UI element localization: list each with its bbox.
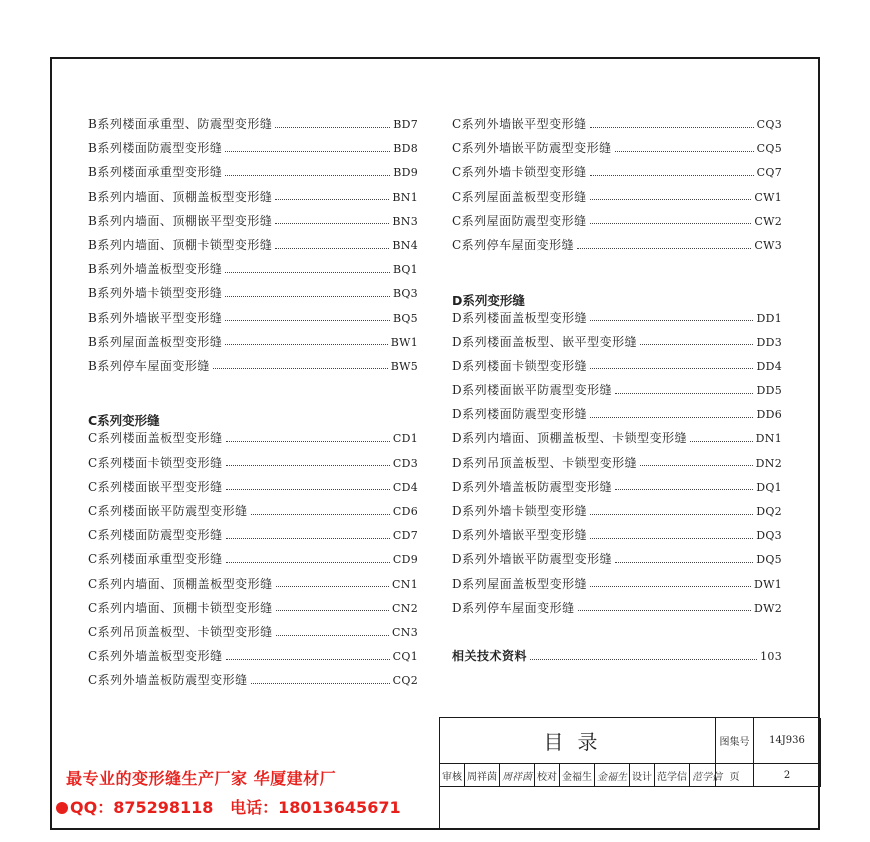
toc-entry-code: DD6 bbox=[756, 408, 782, 422]
toc-entry bbox=[88, 260, 418, 284]
dot-leader bbox=[577, 248, 751, 249]
toc-entry bbox=[88, 671, 418, 695]
toc-entry-name: D系列楼面卡锁型变形缝 bbox=[452, 358, 588, 373]
dot-leader bbox=[226, 562, 390, 563]
dot-leader bbox=[275, 199, 389, 200]
toc-entry-name: D系列屋面盖板型变形缝 bbox=[452, 576, 588, 591]
dot-leader bbox=[615, 393, 753, 394]
toc-entry-name: B系列楼面承重型变形缝 bbox=[88, 165, 223, 180]
toc-entry-code: CQ5 bbox=[756, 142, 782, 156]
toc-entry-code: DD5 bbox=[756, 384, 782, 398]
dot-leader bbox=[276, 586, 389, 587]
toc-entry-code: CQ7 bbox=[756, 166, 782, 180]
toc-entry bbox=[88, 429, 418, 453]
toc-entry bbox=[88, 502, 418, 526]
toc-entry bbox=[88, 454, 418, 478]
toc-entry bbox=[452, 163, 782, 187]
checker-signature: 金福生 bbox=[595, 764, 630, 786]
title-block bbox=[439, 717, 820, 830]
toc-entry-name: B系列屋面盖板型变形缝 bbox=[88, 334, 223, 349]
toc-entry-name: B系列内墙面、顶棚卡锁型变形缝 bbox=[88, 237, 273, 252]
dot-leader bbox=[590, 586, 751, 587]
title-block-title: 目录 bbox=[440, 718, 716, 764]
toc-entry-name: D系列吊顶盖板型、卡锁型变形缝 bbox=[452, 455, 638, 470]
toc-entry bbox=[88, 163, 418, 187]
dot-leader bbox=[590, 538, 753, 539]
dot-leader bbox=[615, 489, 753, 490]
reviewer-name: 周祥茵 bbox=[465, 764, 500, 786]
dot-leader bbox=[615, 562, 753, 563]
toc-entry bbox=[88, 647, 418, 671]
qq-icon bbox=[56, 802, 68, 814]
dot-leader bbox=[615, 151, 754, 152]
toc-entry bbox=[452, 381, 782, 405]
toc-entry-code: CD6 bbox=[392, 505, 418, 518]
dot-leader bbox=[225, 151, 390, 152]
toc-entry-name: C系列楼面盖板型变形缝 bbox=[88, 431, 223, 446]
toc-entry bbox=[452, 454, 782, 478]
toc-entry-code: DN1 bbox=[755, 432, 782, 446]
toc-entry-code: BW1 bbox=[390, 335, 418, 349]
toc-entry-code: BN3 bbox=[392, 214, 418, 228]
toc-entry-name: B系列内墙面、顶棚嵌平型变形缝 bbox=[88, 213, 273, 228]
toc-entry bbox=[88, 623, 418, 647]
toc-entry-code: CN2 bbox=[392, 601, 418, 615]
toc-left-column bbox=[88, 115, 418, 696]
toc-entry bbox=[452, 333, 782, 357]
toc-entry-name: B系列外墙盖板型变形缝 bbox=[88, 262, 223, 277]
toc-entry-code: DN2 bbox=[755, 456, 782, 470]
designer-signature: 范学信 bbox=[692, 771, 722, 783]
toc-entry-name: C系列内墙面、顶棚盖板型变形缝 bbox=[88, 576, 273, 591]
toc-entry bbox=[88, 550, 418, 574]
toc-entry-code: BW5 bbox=[390, 359, 418, 373]
toc-entry-code: BQ3 bbox=[392, 287, 418, 301]
section-heading: D系列变形缝 bbox=[452, 292, 525, 308]
dot-leader bbox=[225, 175, 390, 176]
dot-leader bbox=[226, 489, 390, 490]
toc-entry-name: C系列吊顶盖板型、卡锁型变形缝 bbox=[88, 624, 273, 639]
toc-entry-code: CD4 bbox=[392, 480, 418, 494]
toc-entry bbox=[452, 599, 782, 623]
toc-entry-code: CD9 bbox=[392, 553, 418, 567]
toc-entry-name: C系列内墙面、顶棚卡锁型变形缝 bbox=[88, 600, 273, 615]
toc-entry-name: C系列外墙盖板型变形缝 bbox=[88, 649, 223, 664]
toc-entry bbox=[452, 429, 782, 453]
toc-entry-name: D系列楼面盖板型、嵌平型变形缝 bbox=[452, 334, 638, 349]
toc-entry bbox=[452, 357, 782, 381]
promo-qq: QQ：875298118 bbox=[70, 798, 214, 817]
toc-entry-name: D系列楼面防震型变形缝 bbox=[452, 407, 588, 422]
toc-entry-name: B系列停车屋面变形缝 bbox=[88, 358, 210, 373]
dot-leader bbox=[578, 610, 751, 611]
dot-leader bbox=[226, 465, 390, 466]
dot-leader bbox=[590, 417, 753, 418]
toc-entry bbox=[88, 236, 418, 260]
toc-entry-name: C系列外墙盖板防震型变形缝 bbox=[88, 673, 248, 688]
dot-leader bbox=[226, 659, 390, 660]
toc-entry bbox=[88, 333, 418, 357]
toc-entry-code: BN4 bbox=[392, 238, 418, 252]
dot-leader bbox=[590, 368, 753, 369]
toc-entry bbox=[88, 478, 418, 502]
toc-entry-code: CD7 bbox=[392, 529, 418, 543]
dot-leader bbox=[213, 368, 388, 369]
atlas-label: 图集号 bbox=[716, 718, 754, 764]
toc-entry bbox=[452, 405, 782, 429]
toc-entry-code: 103 bbox=[760, 650, 782, 664]
dot-leader bbox=[251, 683, 390, 684]
toc-entry bbox=[452, 502, 782, 526]
page-label: 页 bbox=[716, 764, 754, 787]
dot-leader bbox=[225, 320, 390, 321]
toc-right-column bbox=[452, 115, 782, 671]
toc-entry-name: C系列楼面嵌平型变形缝 bbox=[88, 479, 223, 494]
review-label: 审核 bbox=[440, 764, 465, 786]
toc-entry-code: BQ5 bbox=[392, 311, 418, 325]
toc-entry bbox=[88, 188, 418, 212]
promo-phone: 电话：18013645671 bbox=[230, 798, 401, 817]
toc-entry-code: CN1 bbox=[392, 577, 418, 591]
toc-entry-code: BD9 bbox=[393, 166, 418, 180]
toc-entry-code: DD3 bbox=[756, 335, 782, 349]
toc-entry-code: DQ3 bbox=[756, 529, 782, 543]
checker-name: 金福生 bbox=[560, 764, 595, 786]
dot-leader bbox=[275, 127, 390, 128]
toc-entry bbox=[452, 647, 782, 671]
dot-leader bbox=[690, 441, 753, 442]
toc-entry-name: B系列外墙嵌平型变形缝 bbox=[88, 310, 223, 325]
toc-entry-code: DW2 bbox=[753, 601, 782, 615]
dot-leader bbox=[276, 610, 389, 611]
toc-entry-name: C系列外墙卡锁型变形缝 bbox=[452, 165, 587, 180]
page-number: 2 bbox=[754, 764, 821, 787]
dot-leader bbox=[590, 127, 754, 128]
toc-entry bbox=[88, 284, 418, 308]
toc-entry-name: D系列内墙面、顶棚盖板型、卡锁型变形缝 bbox=[452, 431, 688, 446]
dot-leader bbox=[530, 659, 757, 660]
toc-entry-name: C系列屋面防震型变形缝 bbox=[452, 213, 587, 228]
toc-entry-name: D系列外墙嵌平防震型变形缝 bbox=[452, 552, 613, 567]
dot-leader bbox=[590, 175, 754, 176]
dot-leader bbox=[590, 223, 752, 224]
dot-leader bbox=[640, 465, 753, 466]
toc-entry-name: B系列内墙面、顶棚盖板型变形缝 bbox=[88, 189, 273, 204]
toc-entry bbox=[452, 526, 782, 550]
toc-entry-name: D系列楼面嵌平防震型变形缝 bbox=[452, 383, 613, 398]
dot-leader bbox=[590, 199, 752, 200]
dot-leader bbox=[226, 441, 390, 442]
toc-entry-code: CQ1 bbox=[392, 650, 418, 664]
dot-leader bbox=[275, 248, 389, 249]
toc-entry bbox=[88, 357, 418, 381]
toc-entry bbox=[452, 236, 782, 260]
toc-entry-code: BD8 bbox=[393, 142, 418, 156]
toc-entry bbox=[88, 575, 418, 599]
toc-entry-name: C系列楼面防震型变形缝 bbox=[88, 528, 223, 543]
toc-entry-name: B系列楼面承重型、防震型变形缝 bbox=[88, 117, 273, 131]
toc-entry bbox=[452, 212, 782, 236]
dot-leader bbox=[225, 272, 390, 273]
dot-leader bbox=[276, 635, 389, 636]
toc-entry bbox=[88, 212, 418, 236]
dot-leader bbox=[640, 344, 753, 345]
promo-contact-line bbox=[56, 795, 401, 818]
toc-entry bbox=[452, 139, 782, 163]
toc-entry-code: CQ2 bbox=[392, 674, 418, 688]
toc-entry bbox=[88, 309, 418, 333]
toc-entry-code: CD1 bbox=[392, 432, 418, 446]
toc-entry-code: BD7 bbox=[393, 118, 418, 131]
toc-entry bbox=[88, 139, 418, 163]
toc-entry-code: CN3 bbox=[392, 625, 418, 639]
toc-entry-code: CD3 bbox=[392, 456, 418, 470]
toc-entry bbox=[452, 550, 782, 574]
toc-entry-name: D系列外墙嵌平型变形缝 bbox=[452, 528, 588, 543]
signature-row bbox=[440, 764, 722, 787]
toc-entry-code: BQ1 bbox=[392, 263, 418, 277]
toc-entry-name: C系列楼面卡锁型变形缝 bbox=[88, 455, 223, 470]
designer-name: 范学信 bbox=[655, 764, 690, 786]
toc-entry-code: DQ1 bbox=[756, 480, 782, 494]
toc-entry-code: DD1 bbox=[756, 311, 782, 325]
toc-entry-name: C系列外墙嵌平型变形缝 bbox=[452, 117, 587, 131]
toc-entry bbox=[452, 478, 782, 502]
toc-entry-code: CQ3 bbox=[756, 118, 782, 131]
dot-leader bbox=[251, 514, 390, 515]
reviewer-signature: 周祥茵 bbox=[500, 764, 535, 786]
check-label: 校对 bbox=[535, 764, 560, 786]
toc-entry-name: D系列停车屋面变形缝 bbox=[452, 600, 575, 615]
toc-entry-code: DQ2 bbox=[756, 505, 782, 518]
toc-entry-name: B系列楼面防震型变形缝 bbox=[88, 141, 223, 156]
toc-entry-name: C系列外墙嵌平防震型变形缝 bbox=[452, 141, 612, 156]
dot-leader bbox=[226, 538, 390, 539]
dot-leader bbox=[590, 320, 753, 321]
toc-entry bbox=[452, 188, 782, 212]
toc-entry bbox=[452, 575, 782, 599]
section-heading: C系列变形缝 bbox=[88, 413, 160, 429]
toc-entry-name: D系列楼面盖板型变形缝 bbox=[452, 310, 588, 325]
toc-entry bbox=[452, 309, 782, 333]
atlas-number: 14J936 bbox=[754, 718, 821, 764]
toc-entry-name: C系列楼面承重型变形缝 bbox=[88, 552, 223, 567]
toc-entry-code: BN1 bbox=[392, 190, 418, 204]
toc-entry-name: D系列外墙卡锁型变形缝 bbox=[452, 504, 588, 518]
toc-entry-code: CW3 bbox=[754, 238, 782, 252]
toc-entry-name: C系列停车屋面变形缝 bbox=[452, 237, 575, 252]
toc-entry-name: 相关技术资料 bbox=[452, 649, 528, 664]
toc-entry bbox=[452, 115, 782, 139]
dot-leader bbox=[225, 344, 387, 345]
toc-entry bbox=[88, 599, 418, 623]
dot-leader bbox=[590, 514, 753, 515]
toc-entry-code: DW1 bbox=[753, 577, 782, 591]
promo-company-line: 最专业的变形缝生产厂家 华厦建材厂 bbox=[66, 769, 337, 788]
dot-leader bbox=[225, 296, 390, 297]
toc-entry-code: DD4 bbox=[756, 359, 782, 373]
toc-entry-name: C系列楼面嵌平防震型变形缝 bbox=[88, 504, 248, 518]
toc-entry-code: CW2 bbox=[754, 214, 782, 228]
toc-entry bbox=[88, 115, 418, 139]
toc-entry-code: DQ5 bbox=[756, 553, 782, 567]
toc-entry-name: D系列外墙盖板防震型变形缝 bbox=[452, 479, 613, 494]
toc-entry-name: B系列外墙卡锁型变形缝 bbox=[88, 286, 223, 301]
toc-entry bbox=[88, 526, 418, 550]
toc-entry-code: CW1 bbox=[754, 190, 782, 204]
design-label: 设计 bbox=[630, 764, 655, 786]
toc-entry-name: C系列屋面盖板型变形缝 bbox=[452, 189, 587, 204]
dot-leader bbox=[275, 223, 389, 224]
